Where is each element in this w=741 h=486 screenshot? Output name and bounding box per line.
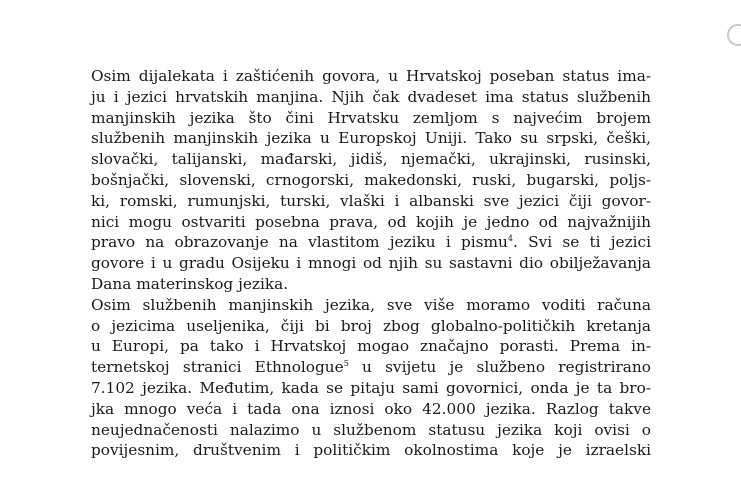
line-text-continued: u svijetu je službeno registrirano bbox=[348, 358, 651, 377]
page-corner-mark bbox=[727, 24, 741, 46]
text-line bbox=[91, 378, 651, 399]
line-text: Osim službenih manjinskih jezika, sve više moramo voditi računa bbox=[91, 295, 651, 314]
line-text: službenih manjinskih jezika u Europskoj Uniji. Tako su srpski, češki, bbox=[91, 129, 651, 148]
text-line bbox=[91, 399, 651, 420]
text-line bbox=[91, 316, 651, 337]
line-text: bošnjački, slovenski, crnogorski, makedonski, ruski, bugarski, poljs- bbox=[91, 170, 651, 189]
line-text: jka mnogo veća i tada ona iznosi oko 42.000 jezika. Razlog takve bbox=[91, 399, 651, 418]
text-line bbox=[91, 295, 651, 316]
line-text: ternetskoj stranici Ethnologue bbox=[91, 358, 344, 377]
text-line bbox=[91, 274, 651, 295]
line-text: nici mogu ostvariti posebna prava, od kojih je jedno od najvažnijih bbox=[91, 212, 651, 231]
text-line bbox=[91, 128, 651, 149]
text-line bbox=[91, 212, 651, 233]
line-text: ju i jezici hrvatskih manjina. Njih čak dvadeset ima status službenih bbox=[91, 87, 651, 106]
line-text: manjinskih jezika što čini Hrvatsku zemljom s najvećim brojem bbox=[91, 108, 651, 127]
text-line bbox=[91, 232, 651, 253]
text-line bbox=[91, 191, 651, 212]
text-line bbox=[91, 66, 651, 87]
line-text: neujednačenosti nalazimo u službenom statusu jezika koji ovisi o bbox=[91, 420, 651, 439]
text-line bbox=[91, 149, 651, 170]
text-line bbox=[91, 170, 651, 191]
line-text: u Europi, pa tako i Hrvatskoj mogao značajno porasti. Prema in- bbox=[91, 337, 651, 356]
line-text: Osim dijalekata i zaštićenih govora, u Hrvatskoj poseban status ima- bbox=[91, 67, 651, 85]
line-text: pravo na obrazovanje na vlastitom jeziku i pismu bbox=[91, 233, 508, 252]
line-text: slovački, talijanski, mađarski, jidiš, njemački, ukrajinski, rusinski, bbox=[91, 150, 651, 169]
line-text-continued: . Svi se ti jezici bbox=[512, 233, 651, 252]
text-line bbox=[91, 336, 651, 357]
line-text: o jezicima useljenika, čiji bi broj zbog globalno-političkih kretanja bbox=[91, 316, 651, 335]
text-line bbox=[91, 108, 651, 129]
text-line bbox=[91, 357, 651, 378]
line-text: 7.102 jezika. Međutim, kada se pitaju sami govornici, onda je ta bro- bbox=[91, 378, 651, 397]
line-text: govore i u gradu Osijeku i mnogi od njih su sastavni dio obilježavanja bbox=[91, 254, 651, 273]
text-line bbox=[91, 420, 651, 441]
text-line bbox=[91, 440, 651, 461]
line-text: povijesnim, društvenim i političkim okolnostima koje je izraelski bbox=[91, 441, 651, 460]
footnote-marker: 4 bbox=[507, 234, 513, 244]
text-line bbox=[91, 87, 651, 108]
text-line bbox=[91, 253, 651, 274]
line-text: Dana materinskog jezika. bbox=[91, 274, 289, 293]
footnote-marker: 5 bbox=[343, 359, 349, 369]
body-text bbox=[91, 66, 651, 461]
line-text: ki, romski, rumunjski, turski, vlaški i albanski sve jezici čiji govor- bbox=[91, 191, 651, 210]
